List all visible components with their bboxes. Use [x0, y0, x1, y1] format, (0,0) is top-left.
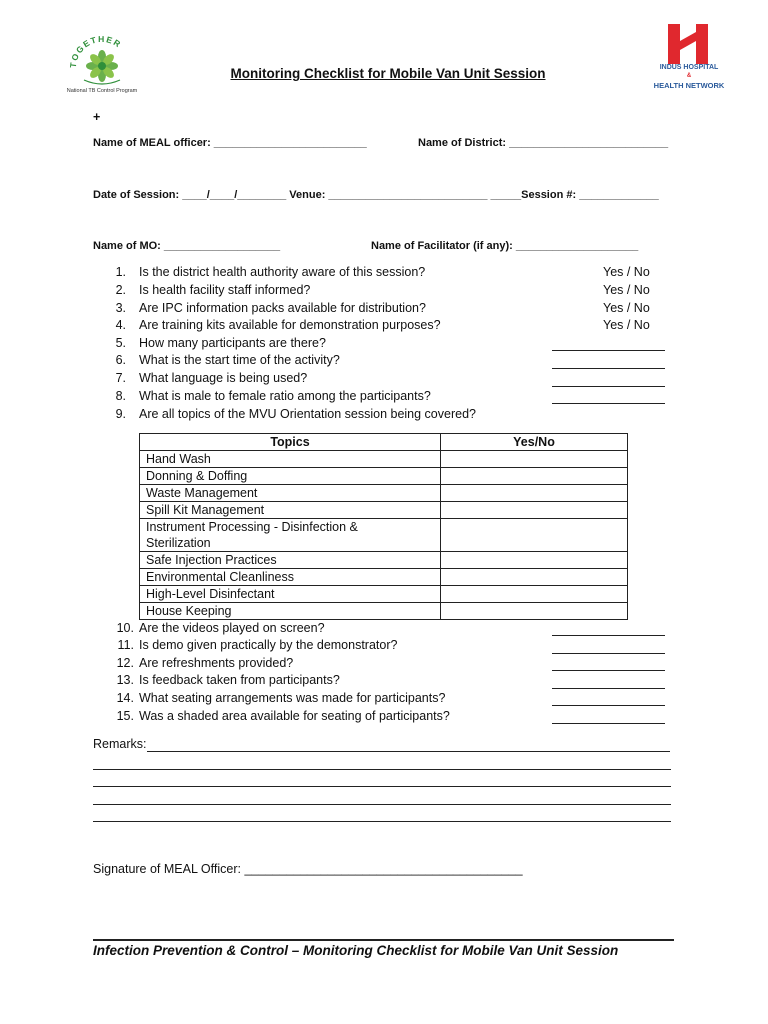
yes-no-cell[interactable] [441, 569, 628, 586]
date-venue-session-field[interactable]: Date of Session: ____/____/________ Venue: __________________________ _____Session #: _____________ [93, 189, 659, 201]
q-text: How many participants are there? [139, 336, 326, 350]
district-field[interactable]: Name of District: __________________________ [418, 137, 669, 149]
remarks-line[interactable] [93, 769, 671, 770]
topic-cell: Environmental Cleanliness [140, 569, 441, 586]
answer-blank[interactable] [552, 653, 665, 654]
together-logo [62, 28, 142, 98]
answer-blank[interactable] [552, 688, 665, 689]
answer-blank[interactable] [552, 386, 665, 387]
q-number: 5. [115, 336, 126, 350]
q-number: 14. [116, 691, 134, 705]
logo-arc-text: TOGETHER [67, 33, 124, 69]
plus-mark: + [93, 110, 101, 124]
q-number: 6. [115, 353, 126, 367]
yes-no-cell[interactable] [441, 586, 628, 603]
meal-officer-field[interactable]: Name of MEAL officer: _________________________ [93, 137, 367, 149]
q-text: What is the start time of the activity? [139, 353, 340, 367]
yes-no-cell[interactable] [441, 603, 628, 620]
q-number: 8. [115, 389, 126, 403]
footer-text: Infection Prevention & Control – Monitoring Checklist for Mobile Van Unit Session [93, 943, 619, 958]
answer-blank[interactable] [552, 723, 665, 724]
signature-field[interactable]: Signature of MEAL Officer: ________________________________________ [93, 862, 523, 876]
q-number: 7. [115, 371, 126, 385]
yes-no-cell[interactable] [441, 451, 628, 468]
yes-no-header: Yes/No [441, 434, 628, 451]
q-text: Is health facility staff informed? [139, 283, 311, 297]
logo-line1: INDUS HOSPITAL [659, 64, 719, 71]
yes-no-answer[interactable]: Yes / No [603, 283, 650, 297]
page-title: Monitoring Checklist for Mobile Van Unit Session [230, 66, 546, 81]
yes-no-answer[interactable]: Yes / No [603, 318, 650, 332]
answer-blank[interactable] [552, 368, 665, 369]
q-text: What language is being used? [139, 371, 308, 385]
q-text: Was a shaded area available for seating of participants? [139, 709, 450, 723]
logo-caption: National TB Control Program [66, 88, 138, 94]
q-text: Are all topics of the MVU Orientation session being covered? [139, 407, 476, 421]
answer-blank[interactable] [552, 403, 665, 404]
mo-field[interactable]: Name of MO: ___________________ [93, 240, 281, 252]
remarks-line[interactable] [147, 751, 670, 752]
q-number: 4. [115, 318, 126, 332]
remarks-line[interactable] [93, 821, 671, 822]
topic-cell: House Keeping [140, 603, 441, 620]
q-number: 9. [115, 407, 126, 421]
facilitator-field[interactable]: Name of Facilitator (if any): ____________________ [371, 240, 639, 252]
answer-blank[interactable] [552, 635, 665, 636]
remarks-line[interactable] [93, 804, 671, 805]
q-text: What is male to female ratio among the participants? [139, 389, 431, 403]
remarks-line[interactable] [93, 786, 671, 787]
remarks-label: Remarks: [93, 737, 147, 751]
q-text: Are IPC information packs available for distribution? [139, 301, 426, 315]
topic-cell: Safe Injection Practices [140, 552, 441, 569]
indus-logo [636, 24, 736, 94]
topic-line: Sterilization [146, 536, 211, 550]
q-number: 2. [115, 283, 126, 297]
yes-no-cell[interactable] [441, 485, 628, 502]
yes-no-cell[interactable] [441, 468, 628, 485]
topics-header: Topics [140, 434, 441, 451]
yes-no-cell[interactable] [441, 519, 628, 552]
logo-amp: & [686, 73, 692, 79]
answer-blank[interactable] [552, 705, 665, 706]
q-text: Is demo given practically by the demonstrator? [139, 638, 398, 652]
q-number: 1. [115, 265, 126, 279]
q-text: Are training kits available for demonstration purposes? [139, 318, 441, 332]
q-text: Are the videos played on screen? [139, 621, 325, 635]
q-text: Is feedback taken from participants? [139, 673, 340, 687]
topic-cell: Spill Kit Management [140, 502, 441, 519]
q-number: 15. [116, 709, 134, 723]
q-number: 11. [117, 638, 134, 652]
logo-line2: HEALTH NETWORK [653, 81, 725, 90]
together-logo-icon [62, 28, 142, 90]
yes-no-cell[interactable] [441, 552, 628, 569]
q-text: Are refreshments provided? [139, 656, 294, 670]
q-number: 3. [115, 301, 126, 315]
answer-blank[interactable] [552, 350, 665, 351]
topics-table [139, 433, 628, 620]
q-number: 13. [116, 673, 134, 687]
yes-no-answer[interactable]: Yes / No [603, 265, 650, 279]
yes-no-answer[interactable]: Yes / No [603, 301, 650, 315]
topic-cell: Donning & Doffing [140, 468, 441, 485]
topic-cell: High-Level Disinfectant [140, 586, 441, 603]
topic-cell: Waste Management [140, 485, 441, 502]
yes-no-cell[interactable] [441, 502, 628, 519]
q-text: What seating arrangements was made for participants? [139, 691, 446, 705]
q-number: 12. [116, 656, 134, 670]
topic-line: Instrument Processing - Disinfection & [146, 520, 358, 534]
topic-cell [140, 519, 441, 552]
footer-rule [93, 939, 674, 941]
q-text: Is the district health authority aware of this session? [139, 265, 426, 279]
q-number: 10. [116, 621, 134, 635]
answer-blank[interactable] [552, 670, 665, 671]
topic-cell: Hand Wash [140, 451, 441, 468]
indus-logo-icon [668, 24, 708, 64]
